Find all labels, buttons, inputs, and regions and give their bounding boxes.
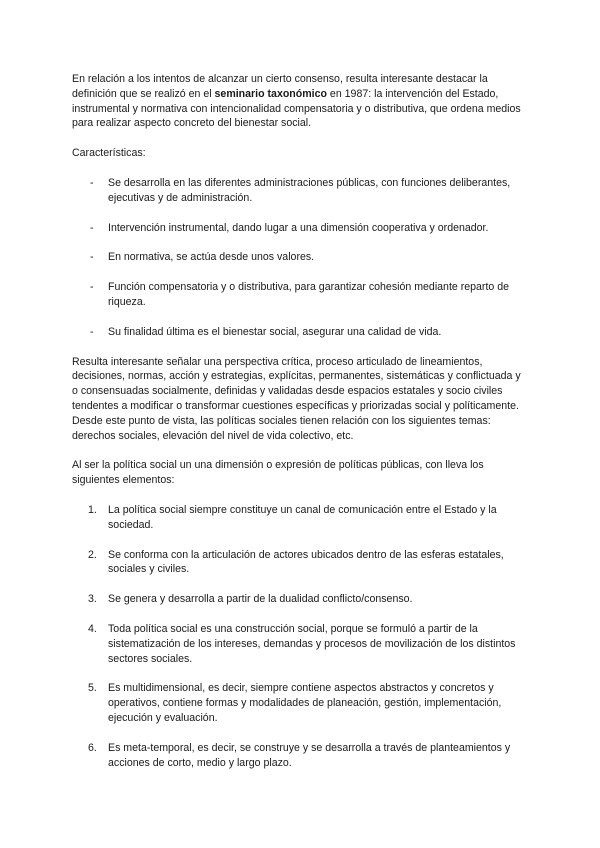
list-number: 6.: [88, 741, 97, 754]
viewpoint-paragraph: Desde este punto de vista, las políticas sociales tienen relación con los siguientes temas: derechos sociales, elevación del nivel de vida colectivo, etc.: [72, 414, 491, 442]
list-item-text: Es multidimensional, es decir, siempre contiene aspectos abstractos y concretos y operativos, contiene formas y modalidades de planeación, gestión, implementación, ejecución y evaluación.: [108, 682, 502, 724]
list-marker: -: [90, 221, 94, 234]
list-item: [72, 325, 528, 340]
list-marker: -: [90, 251, 94, 264]
list-item-text: Se conforma con la articulación de actores ubicados dentro de las esferas estatales, sociales y civiles.: [108, 548, 504, 576]
list-item-text: La política social siempre constituye un canal de comunicación entre el Estado y la sociedad.: [108, 503, 497, 531]
list-item: [72, 221, 528, 236]
list-item: [72, 250, 528, 265]
list-number: 4.: [88, 622, 97, 635]
list-item-text: Es meta-temporal, es decir, se construye y se desarrolla a través de planteamientos y acciones de corto, medio y largo plazo.: [108, 741, 511, 769]
list-marker: -: [90, 176, 94, 189]
characteristics-heading: Características:: [72, 147, 146, 160]
list-item: [72, 592, 528, 607]
list-item: [72, 503, 528, 533]
list-item-text: Función compensatoria y o distributiva, para garantizar cohesión mediante reparto de riqueza.: [108, 281, 510, 308]
list-marker: -: [90, 325, 94, 338]
list-item-text: Se genera y desarrolla a partir de la dualidad conflicto/consenso.: [108, 593, 413, 606]
list-marker: -: [90, 281, 94, 294]
list-item-text: Toda política social es una construcción social, porque se formuló a partir de la sistematización de los intereses, demandas y procesos de movilización de los distintos sectores sociales.: [108, 622, 516, 665]
elements-intro-paragraph: Al ser la política social un una dimensión o expresión de políticas públicas, con lleva los siguientes elementos:: [72, 459, 484, 487]
list-item: [72, 681, 528, 725]
document-page: [72, 72, 528, 785]
intro-paragraph: [72, 72, 528, 131]
list-item-text: Se desarrolla en las diferentes administraciones públicas, con funciones deliberantes, ejecutivas y de administración.: [108, 176, 511, 204]
list-item-text: Su finalidad última es el bienestar social, asegurar una calidad de vida.: [108, 325, 442, 338]
list-item: [72, 176, 528, 206]
list-item: [72, 548, 528, 578]
list-item-text: En normativa, se actúa desde unos valores.: [108, 251, 315, 264]
critical-perspective-paragraph: Resulta interesante señalar una perspectiva crítica, proceso articulado de lineamientos, decisiones, normas, acción y estrategias, explícitas, permanentes, sistemáticas y conflictuada y o consensuadas socialmente, definidas y validadas desde espacios estatales y socio civiles tendentes a modificar o transformar cuestiones específicas y priorizadas social y políticamente.: [72, 355, 521, 412]
elements-list: [72, 503, 528, 770]
list-item-text: Intervención instrumental, dando lugar a una dimensión cooperativa y ordenador.: [108, 221, 489, 234]
list-number: 2.: [88, 548, 97, 561]
list-number: 5.: [88, 682, 97, 695]
intro-bold-term: seminario taxonómico: [214, 87, 327, 100]
list-number: 1.: [88, 503, 97, 516]
list-number: 3.: [88, 593, 97, 606]
characteristics-list: [72, 176, 528, 340]
list-item: [72, 741, 528, 771]
list-item: [72, 280, 528, 310]
list-item: [72, 622, 528, 666]
intro-text-before: En relación a los intentos de alcanzar un cierto consenso, resulta interesante destacar la definición que se realizó en el: [72, 73, 488, 100]
intro-text-after: en 1987: la intervención del Estado, instrumental y normativa con intencionalidad compensatoria y o distributiva, que ordena medios para realizar aspecto concreto del bienestar social.: [72, 87, 521, 130]
